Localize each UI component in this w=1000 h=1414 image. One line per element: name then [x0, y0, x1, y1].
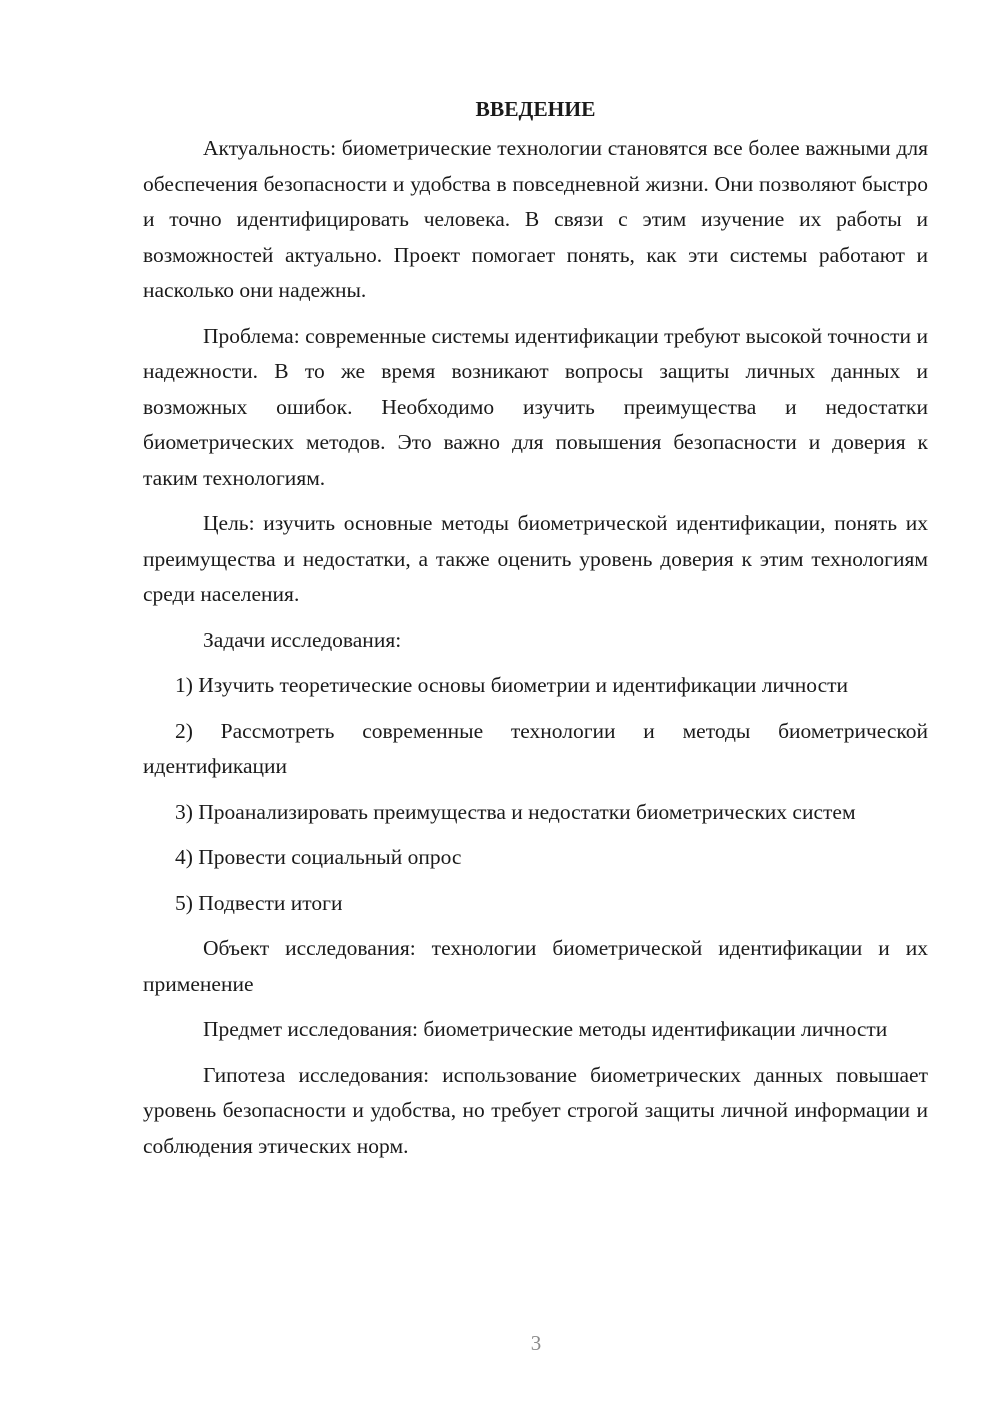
task-item-3: 3) Проанализировать преимущества и недостатки биометрических систем: [175, 799, 856, 824]
task-item-2: 2) Рассмотреть современные технологии и методы биометрической идентификации: [143, 718, 928, 778]
goal-paragraph: Цель: изучить основные методы биометрической идентификации, понять их преимущества и недостатки, а также оценить уровень доверия к этим технологиям среди населения.: [143, 511, 928, 606]
task-item-4: 4) Провести социальный опрос: [175, 845, 462, 869]
task-item-1: 1) Изучить теоретические основы биометрии и идентификации личности: [175, 673, 849, 697]
page-number: 3: [530, 1331, 542, 1355]
tasks-heading: Задачи исследования:: [203, 627, 402, 652]
subject-paragraph: Предмет исследования: биометрические методы идентификации личности: [203, 1017, 888, 1041]
page-title: ВВЕДЕНИЕ: [475, 97, 596, 121]
object-paragraph: Объект исследования: технологии биометрической идентификации и их применение: [143, 936, 928, 996]
hypothesis-paragraph: Гипотеза исследования: использование биометрических данных повышает уровень безопасности и удобства, но требует строгой защиты личной информации и соблюдения этических норм.: [143, 1062, 928, 1158]
problem-paragraph: Проблема: современные системы идентификации требуют высокой точности и надежности. В то же время возникают вопросы защиты личных данных и возможных ошибок. Необходимо изучить преимущества и недостатки биометрических методов. Это важно для повышения безопасности и доверия к таким технологиям.: [143, 323, 928, 490]
document-body: [143, 92, 928, 1174]
relevance-paragraph: Актуальность: биометрические технологии становятся все более важными для обеспечения безопасности и удобства в повседневной жизни. Они позволяют быстро и точно идентифицировать человека. В связи с этим изучение их работы и возможностей актуально. Проект помогает понять, как эти системы работают и насколько они надежны.: [143, 136, 928, 302]
task-item-5: 5) Подвести итоги: [175, 890, 343, 915]
